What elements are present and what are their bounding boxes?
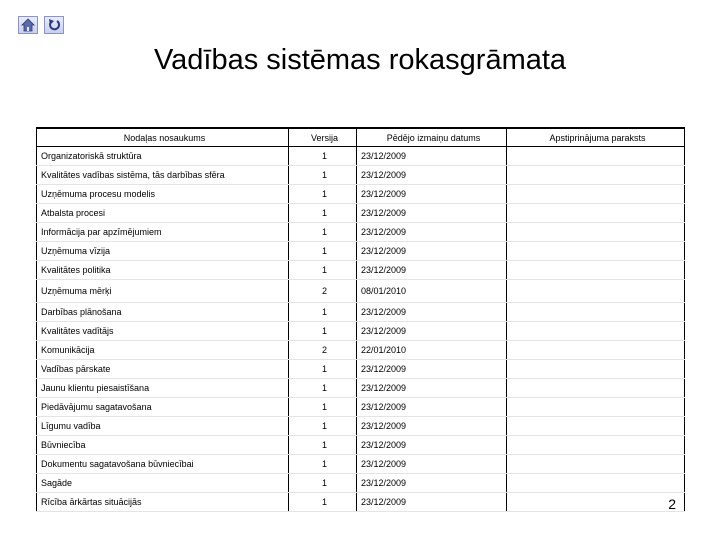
chapter-name: Uzņēmuma mērķi [37, 280, 289, 303]
signature [507, 493, 685, 512]
return-arrow-icon [47, 18, 61, 32]
date: 08/01/2010 [357, 280, 507, 303]
date: 23/12/2009 [357, 147, 507, 166]
signature [507, 322, 685, 341]
chapter-name: Kvalitātes vadītājs [37, 322, 289, 341]
chapter-name: Dokumentu sagatavošana būvniecībai [37, 455, 289, 474]
table-row [37, 303, 685, 322]
date: 23/12/2009 [357, 493, 507, 512]
chapter-table [36, 127, 685, 512]
date: 22/01/2010 [357, 341, 507, 360]
version: 1 [289, 417, 357, 436]
table-row [37, 204, 685, 223]
return-button[interactable] [44, 16, 64, 34]
chapter-name: Uzņēmuma procesu modelis [37, 185, 289, 204]
chapter-name: Jaunu klientu piesaistīšana [37, 379, 289, 398]
signature [507, 223, 685, 242]
table-row [37, 242, 685, 261]
version: 1 [289, 322, 357, 341]
chapter-name: Uzņēmuma vīzija [37, 242, 289, 261]
home-button[interactable] [18, 16, 38, 34]
table-row [37, 417, 685, 436]
date: 23/12/2009 [357, 360, 507, 379]
table-row [37, 398, 685, 417]
signature [507, 166, 685, 185]
signature [507, 185, 685, 204]
header-version: Versija [289, 128, 357, 147]
table-row [37, 223, 685, 242]
date: 23/12/2009 [357, 223, 507, 242]
version: 1 [289, 379, 357, 398]
signature [507, 379, 685, 398]
table-row [37, 261, 685, 280]
signature [507, 341, 685, 360]
home-icon [21, 18, 35, 32]
header-approval-signature: Apstiprinājuma paraksts [507, 128, 685, 147]
table-row [37, 379, 685, 398]
date: 23/12/2009 [357, 417, 507, 436]
version: 1 [289, 303, 357, 322]
version: 1 [289, 398, 357, 417]
signature [507, 261, 685, 280]
version: 1 [289, 436, 357, 455]
signature [507, 242, 685, 261]
version: 1 [289, 242, 357, 261]
chapter-name: Komunikācija [37, 341, 289, 360]
table-header-row [37, 128, 685, 147]
signature [507, 474, 685, 493]
signature [507, 280, 685, 303]
date: 23/12/2009 [357, 185, 507, 204]
version: 1 [289, 185, 357, 204]
chapter-name: Rīcība ārkārtas situācijās [37, 493, 289, 512]
table-row [37, 280, 685, 303]
signature [507, 303, 685, 322]
chapter-name: Vadības pārskate [37, 360, 289, 379]
date: 23/12/2009 [357, 322, 507, 341]
table-row [37, 455, 685, 474]
page-number: 2 [668, 496, 676, 512]
table-row [37, 474, 685, 493]
table-row [37, 185, 685, 204]
date: 23/12/2009 [357, 166, 507, 185]
date: 23/12/2009 [357, 474, 507, 493]
date: 23/12/2009 [357, 303, 507, 322]
header-chapter-name: Nodaļas nosaukums [37, 128, 289, 147]
signature [507, 455, 685, 474]
version: 1 [289, 223, 357, 242]
chapter-name: Kvalitātes politika [37, 261, 289, 280]
chapter-name: Darbības plānošana [37, 303, 289, 322]
table-row [37, 166, 685, 185]
signature [507, 360, 685, 379]
signature [507, 417, 685, 436]
table-row [37, 322, 685, 341]
chapter-name: Būvniecība [37, 436, 289, 455]
date: 23/12/2009 [357, 242, 507, 261]
header-last-change-date: Pēdējo izmaiņu datums [357, 128, 507, 147]
version: 1 [289, 455, 357, 474]
version: 1 [289, 166, 357, 185]
chapter-name: Informācija par apzīmējumiem [37, 223, 289, 242]
table-row [37, 360, 685, 379]
version: 1 [289, 474, 357, 493]
date: 23/12/2009 [357, 436, 507, 455]
version: 1 [289, 493, 357, 512]
table-row [37, 436, 685, 455]
date: 23/12/2009 [357, 261, 507, 280]
signature [507, 204, 685, 223]
table-row [37, 147, 685, 166]
table-row [37, 493, 685, 512]
date: 23/12/2009 [357, 204, 507, 223]
page-title: Vadības sistēmas rokasgrāmata [153, 44, 567, 76]
date: 23/12/2009 [357, 379, 507, 398]
version: 1 [289, 360, 357, 379]
table-row [37, 341, 685, 360]
version: 1 [289, 147, 357, 166]
version: 2 [289, 280, 357, 303]
signature [507, 398, 685, 417]
signature [507, 147, 685, 166]
version: 2 [289, 341, 357, 360]
chapter-name: Kvalitātes vadības sistēma, tās darbības sfēra [37, 166, 289, 185]
version: 1 [289, 204, 357, 223]
signature [507, 436, 685, 455]
chapter-name: Organizatoriskā struktūra [37, 147, 289, 166]
chapter-name: Līgumu vadība [37, 417, 289, 436]
version: 1 [289, 261, 357, 280]
chapter-name: Sagāde [37, 474, 289, 493]
date: 23/12/2009 [357, 398, 507, 417]
chapter-name: Atbalsta procesi [37, 204, 289, 223]
chapter-name: Piedāvājumu sagatavošana [37, 398, 289, 417]
date: 23/12/2009 [357, 455, 507, 474]
